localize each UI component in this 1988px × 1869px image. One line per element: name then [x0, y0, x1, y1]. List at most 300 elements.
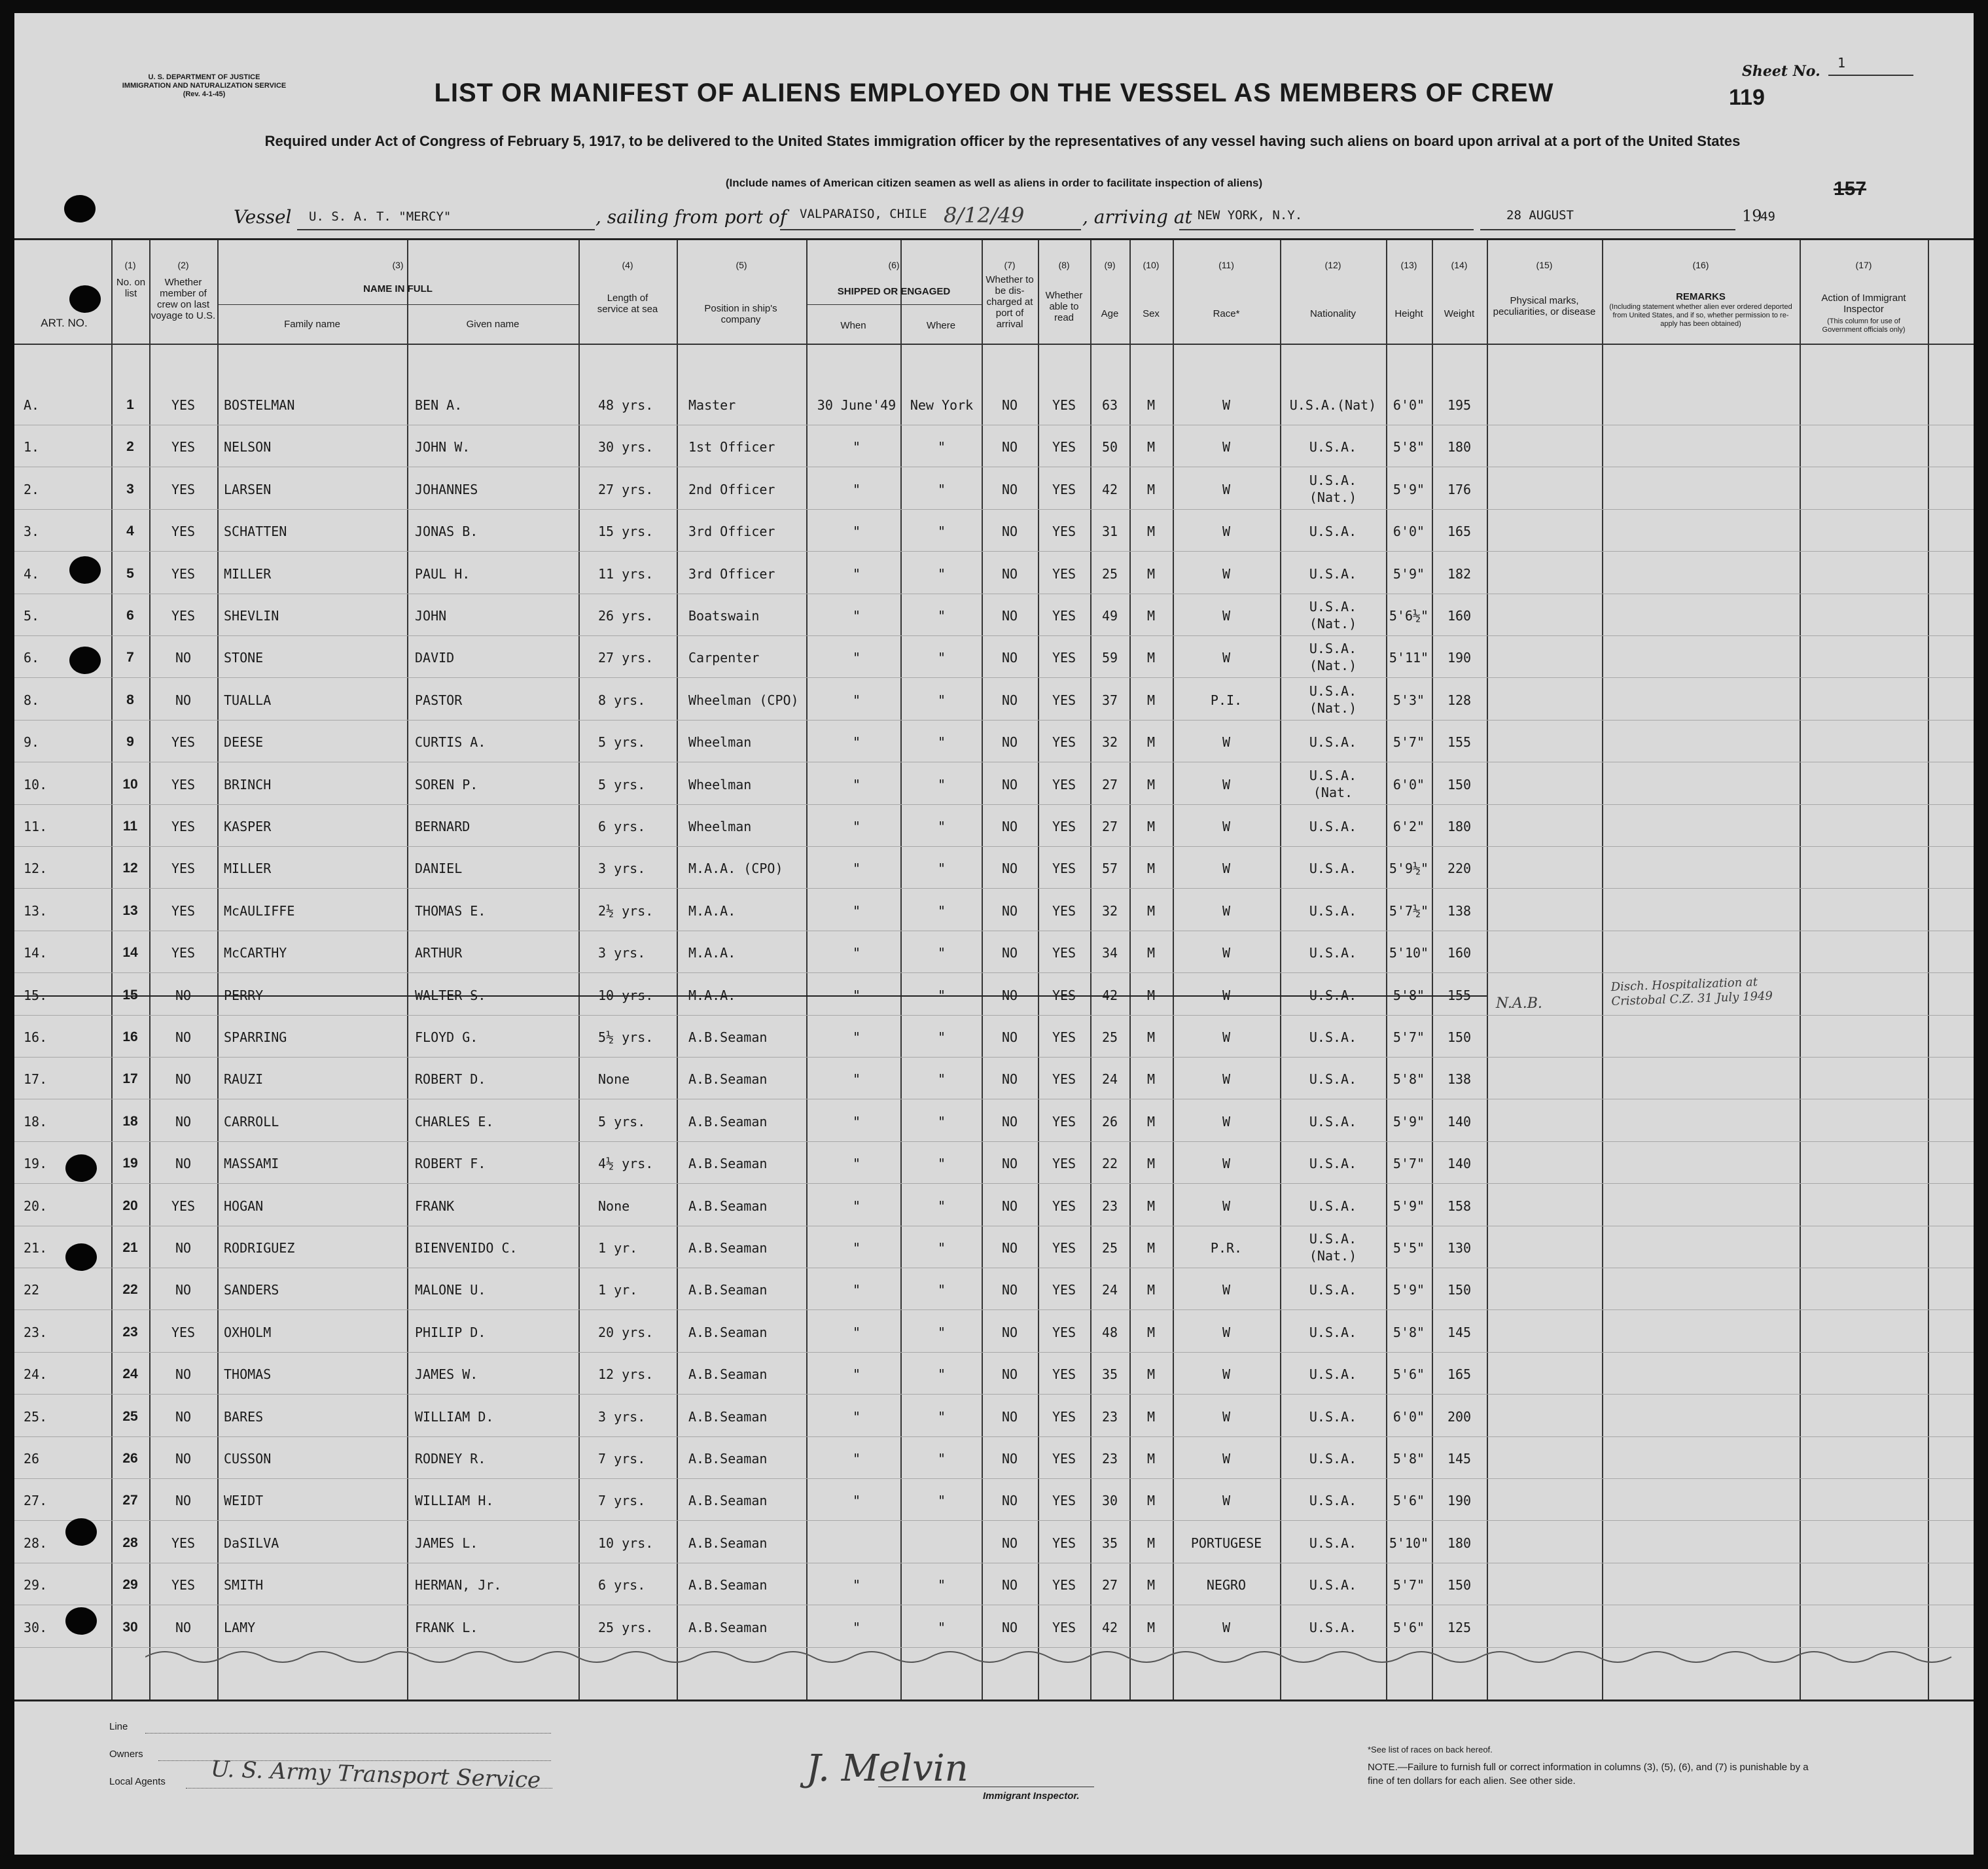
cell-prev: NO	[175, 1113, 192, 1130]
cell-sex: M	[1146, 1071, 1156, 1088]
cell-no: 14	[122, 945, 138, 961]
cell-art: 5.	[24, 608, 40, 624]
cell-discharged: NO	[1001, 987, 1018, 1003]
cell-sex: M	[1146, 439, 1156, 455]
cell-sex: M	[1146, 1156, 1156, 1172]
cell-given: JOHN W.	[415, 439, 470, 455]
cell-age: 42	[1101, 987, 1118, 1003]
cell-art: 10.	[24, 776, 48, 792]
cell-given: JAMES L.	[415, 1535, 478, 1551]
cell-weight: 190	[1447, 650, 1472, 666]
cell-nationality: U.S.A.	[1309, 683, 1357, 699]
cell-where: "	[937, 692, 946, 708]
penalty-note: NOTE.—Failure to furnish full or correct information in columns (3), (5), (6), and (7) is punishable by a fine of ten dollars for each alien. See other side.	[1368, 1762, 1809, 1787]
cell-race: W	[1222, 1366, 1231, 1383]
cell-discharged: NO	[1001, 524, 1018, 540]
cell-read: YES	[1052, 692, 1076, 708]
cell-race: W	[1222, 524, 1231, 540]
cell-when: "	[852, 1071, 861, 1088]
cell-art: 23.	[24, 1324, 48, 1340]
cell-given: MALONE U.	[415, 1282, 486, 1298]
agency-line-2: IMMIGRATION AND NATURALIZATION SERVICE	[122, 82, 287, 90]
sheet-number: 1	[1837, 55, 1846, 71]
cell-nationality: U.S.A.	[1309, 1198, 1357, 1214]
cell-when: "	[852, 1366, 861, 1383]
cell-no: 18	[122, 1113, 138, 1129]
cell-service: 1 yr.	[598, 1240, 638, 1256]
cell-where: "	[937, 1071, 946, 1088]
cell-weight: 190	[1447, 1493, 1472, 1509]
cell-where: "	[937, 1029, 946, 1045]
cell-race: W	[1222, 734, 1231, 751]
cell-age: 49	[1101, 608, 1118, 624]
col-rule	[806, 240, 808, 1700]
cell-family: NELSON	[224, 439, 272, 455]
cell-family: TUALLA	[224, 692, 272, 708]
cell-prev: NO	[175, 1619, 192, 1635]
cell-when: "	[852, 608, 861, 624]
cell-height: 5'9"	[1393, 1113, 1425, 1130]
cell-age: 23	[1101, 1198, 1118, 1214]
cell-weight: 180	[1447, 439, 1472, 455]
cell-race: W	[1222, 439, 1231, 455]
col13-header: Height	[1394, 308, 1423, 319]
sheet-label: Sheet No.	[1742, 63, 1820, 80]
cell-family: HOGAN	[224, 1198, 264, 1214]
cell-read: YES	[1052, 1366, 1076, 1383]
cell-position: 2nd Officer	[688, 481, 775, 497]
cell-nationality: U.S.A.	[1309, 1451, 1357, 1467]
cell-read: YES	[1052, 650, 1076, 666]
cell-art: 9.	[24, 734, 40, 751]
cell-given: THOMAS E.	[415, 902, 486, 919]
cell-prev: NO	[175, 1366, 192, 1383]
col-rule	[1129, 240, 1131, 1700]
cell-discharged: NO	[1001, 1577, 1018, 1593]
col8-header: Whether able to read	[1045, 290, 1083, 323]
cell-where: "	[937, 524, 946, 540]
cell-height: 5'7½"	[1389, 902, 1429, 919]
cell-sex: M	[1146, 819, 1156, 834]
cell-when: "	[852, 1198, 861, 1214]
cell-read: YES	[1052, 1029, 1076, 1045]
cell-age: 35	[1101, 1366, 1118, 1383]
cell-no: 25	[122, 1408, 138, 1424]
cell-family: SANDERS	[224, 1282, 279, 1298]
col5-number: (5)	[736, 260, 747, 270]
cell-discharged: NO	[1001, 1324, 1018, 1340]
punch-hole	[65, 1518, 97, 1546]
cell-service: None	[598, 1071, 630, 1088]
cell-age: 23	[1101, 1451, 1118, 1467]
cell-race: W	[1222, 481, 1231, 497]
cell-discharged: NO	[1001, 902, 1018, 919]
cell-when: "	[852, 1577, 861, 1593]
cell-prev: NO	[175, 1156, 192, 1172]
vessel-label: Vessel	[234, 206, 292, 228]
cell-no: 29	[122, 1577, 138, 1593]
cell-race: W	[1222, 1198, 1231, 1214]
cell-discharged: NO	[1001, 481, 1018, 497]
cell-art: 11.	[24, 819, 48, 834]
cell-nationality: U.S.A.	[1309, 1619, 1357, 1635]
cell-family: PERRY	[224, 987, 264, 1003]
row-rule	[14, 888, 1974, 889]
cell-prev: NO	[175, 987, 192, 1003]
cell-position: A.B.Seaman	[688, 1113, 768, 1130]
cell-weight: 158	[1447, 1198, 1472, 1214]
cell-service: 5½ yrs.	[598, 1029, 654, 1045]
cell-when: "	[852, 692, 861, 708]
cell-given: CURTIS A.	[415, 734, 486, 751]
cell-service: 6 yrs.	[598, 1577, 646, 1593]
cell-height: 5'6"	[1393, 1619, 1425, 1635]
cell-prev: NO	[175, 1029, 192, 1045]
cell-read: YES	[1052, 945, 1076, 961]
cell-where: "	[937, 608, 946, 624]
cell-no: 15	[122, 987, 138, 1003]
cell-sex: M	[1146, 692, 1156, 708]
cell-given: ROBERT D.	[415, 1071, 486, 1088]
cell-discharged: NO	[1001, 1366, 1018, 1383]
cell-weight: 145	[1447, 1324, 1472, 1340]
cell-family: BOSTELMAN	[224, 397, 295, 413]
cell-art: 29.	[24, 1577, 48, 1593]
cell-age: 27	[1101, 776, 1118, 792]
cell-position: 1st Officer	[688, 439, 775, 455]
cell-position: A.B.Seaman	[688, 1324, 768, 1340]
cell-no: 11	[122, 819, 138, 834]
cell-read: YES	[1052, 565, 1076, 582]
cell-height: 5'10"	[1389, 945, 1429, 961]
cell-no: 24	[122, 1366, 138, 1382]
cell-family: OXHOLM	[224, 1324, 272, 1340]
cell-when: "	[852, 1156, 861, 1172]
cell-discharged: NO	[1001, 1451, 1018, 1467]
cell-age: 42	[1101, 481, 1118, 497]
cell-prev: YES	[171, 734, 196, 751]
cell-where: "	[937, 1366, 946, 1383]
struck-number: 157	[1834, 178, 1867, 200]
stamp-number: 119	[1729, 85, 1765, 110]
cell-sex: M	[1146, 1366, 1156, 1383]
cell-sex: M	[1146, 1408, 1156, 1425]
cell-when: "	[852, 439, 861, 455]
cell-art: 3.	[24, 524, 40, 540]
cell-given: JOHANNES	[415, 481, 478, 497]
agents-label: Local Agents	[109, 1776, 166, 1787]
cell-height: 5'6"	[1393, 1493, 1425, 1509]
col10-header: Sex	[1143, 308, 1160, 319]
manifest-page	[14, 13, 1974, 1855]
cell-service: 1 yr.	[598, 1282, 638, 1298]
cell-prev: NO	[175, 1451, 192, 1467]
cell-age: 32	[1101, 902, 1118, 919]
cell-no: 5	[126, 565, 134, 581]
cell-discharged: NO	[1001, 734, 1018, 751]
cell-nationality: U.S.A.	[1309, 1535, 1357, 1551]
cell-family: SCHATTEN	[224, 524, 287, 540]
cell-prev: YES	[171, 481, 196, 497]
cell-race: W	[1222, 1113, 1231, 1130]
cell-discharged: NO	[1001, 1493, 1018, 1509]
cell-service: 2½ yrs.	[598, 902, 654, 919]
cell-height: 5'7"	[1393, 734, 1425, 751]
cell-discharged: NO	[1001, 1408, 1018, 1425]
cell-position: A.B.Seaman	[688, 1535, 768, 1551]
cell-sex: M	[1146, 1324, 1156, 1340]
cell-service: 10 yrs.	[598, 1535, 654, 1551]
cell-weight: 140	[1447, 1113, 1472, 1130]
cell-service: 5 yrs.	[598, 1113, 646, 1130]
cell-family: BRINCH	[224, 776, 272, 792]
cell-service: 25 yrs.	[598, 1619, 654, 1635]
cell-given: RODNEY R.	[415, 1451, 486, 1467]
cell-given: ARTHUR	[415, 945, 463, 961]
cell-nationality: U.S.A.	[1309, 1493, 1357, 1509]
cell-weight: 150	[1447, 1577, 1472, 1593]
row-rule	[14, 1478, 1974, 1479]
page-subnote: (Include names of American citizen seamen as well as aliens in order to facilitate inspection of aliens)	[725, 177, 1263, 189]
cell-race: P.R.	[1210, 1240, 1243, 1256]
col-rule	[217, 240, 219, 1700]
cell-race: W	[1222, 1408, 1231, 1425]
cell-given: BEN A.	[415, 397, 463, 413]
sheet-underline	[1828, 75, 1913, 76]
cell-where: "	[937, 1324, 946, 1340]
cell-height: 6'2"	[1393, 819, 1425, 834]
cell-height: 5'9"	[1393, 565, 1425, 582]
cell-where: "	[937, 1408, 946, 1425]
cell-sex: M	[1146, 902, 1156, 919]
cell-discharged: NO	[1001, 439, 1018, 455]
cell-weight: 160	[1447, 945, 1472, 961]
cell-no: 17	[122, 1071, 138, 1087]
row-rule	[14, 1309, 1974, 1310]
cell-age: 37	[1101, 692, 1118, 708]
cell-art: 20.	[24, 1198, 48, 1214]
col-rule	[1602, 240, 1603, 1700]
cell-discharged: NO	[1001, 650, 1018, 666]
cell-nationality: U.S.A.	[1309, 734, 1357, 751]
cell-read: YES	[1052, 1619, 1076, 1635]
row15-remark: Disch. Hospitalization at Cristobal C.Z. 31 July 1949	[1610, 975, 1773, 1009]
arriving-label: , arriving at	[1082, 206, 1192, 228]
cell-service: 5 yrs.	[598, 776, 646, 792]
cell-sex: M	[1146, 481, 1156, 497]
cell-family: LARSEN	[224, 481, 272, 497]
cell-family: BARES	[224, 1408, 264, 1425]
cell-weight: 160	[1447, 608, 1472, 624]
col-rule	[1280, 240, 1281, 1700]
cell-nationality: U.S.A.	[1309, 1113, 1357, 1130]
cell-given: PHILIP D.	[415, 1324, 486, 1340]
punch-hole	[69, 556, 101, 584]
cell-race: W	[1222, 1451, 1231, 1467]
col8-number: (8)	[1058, 260, 1070, 270]
col-rule	[1090, 240, 1092, 1700]
cell-age: 42	[1101, 1619, 1118, 1635]
cell-read: YES	[1052, 608, 1076, 624]
cell-discharged: NO	[1001, 1282, 1018, 1298]
punch-hole	[69, 647, 101, 674]
row-rule	[14, 804, 1974, 805]
cell-prev: NO	[175, 1240, 192, 1256]
cell-age: 57	[1101, 861, 1118, 877]
cell-sex: M	[1146, 524, 1156, 540]
inspector-signature: J. Melvin	[806, 1747, 968, 1790]
cell-age: 25	[1101, 1240, 1118, 1256]
cell-no: 12	[122, 861, 138, 876]
cell-height: 6'0"	[1393, 397, 1425, 413]
cell-art: 18.	[24, 1113, 48, 1130]
cell-nationality: U.S.A.	[1309, 565, 1357, 582]
cell-weight: 150	[1447, 776, 1472, 792]
cell-family: CARROLL	[224, 1113, 279, 1130]
cell-art: 24.	[24, 1366, 48, 1383]
cell-weight: 155	[1447, 987, 1472, 1003]
cell-when: "	[852, 650, 861, 666]
cell-no: 10	[122, 776, 138, 792]
row-rule	[14, 1015, 1974, 1016]
cell-weight: 176	[1447, 481, 1472, 497]
cell-prev: NO	[175, 1071, 192, 1088]
cell-art: 14.	[24, 945, 48, 961]
cell-no: 19	[122, 1156, 138, 1171]
cell-given: BIENVENIDO C.	[415, 1240, 518, 1256]
cell-read: YES	[1052, 1493, 1076, 1509]
cell-discharged: NO	[1001, 819, 1018, 834]
cell-height: 5'7"	[1393, 1156, 1425, 1172]
cell-no: 8	[126, 692, 134, 707]
cell-height: 5'9"	[1393, 1282, 1425, 1298]
cell-where: New York	[910, 397, 974, 413]
cell-sex: M	[1146, 608, 1156, 624]
cell-nationality-note: (Nat.)	[1309, 1248, 1357, 1264]
col17-header: Action of Immigrant Inspector	[1821, 293, 1906, 315]
arriving-underline	[1179, 229, 1474, 230]
cell-weight: 182	[1447, 565, 1472, 582]
sailing-underline	[780, 229, 1081, 230]
cell-given: DAVID	[415, 650, 455, 666]
inspector-label: Immigrant Inspector.	[983, 1790, 1080, 1802]
cell-where: "	[937, 1577, 946, 1593]
col16-header: REMARKS	[1676, 291, 1726, 302]
row-rule	[14, 509, 1974, 510]
cell-art: 26	[24, 1451, 40, 1467]
where-header: Where	[926, 320, 956, 331]
cell-read: YES	[1052, 1198, 1076, 1214]
cell-position: A.B.Seaman	[688, 1029, 768, 1045]
cell-given: DANIEL	[415, 861, 463, 877]
cell-height: 5'6½"	[1389, 608, 1429, 624]
row-rule	[14, 1183, 1974, 1184]
cell-prev: NO	[175, 1408, 192, 1425]
cell-service: 30 yrs.	[598, 439, 654, 455]
col-rule	[1038, 240, 1039, 1700]
cell-nationality: U.S.A.	[1309, 439, 1357, 455]
cell-family: McAULIFFE	[224, 902, 295, 919]
cell-family: RAUZI	[224, 1071, 264, 1088]
page-title: LIST OR MANIFEST OF ALIENS EMPLOYED ON THE VESSEL AS MEMBERS OF CREW	[434, 79, 1554, 107]
cell-race: W	[1222, 902, 1231, 919]
cell-position: A.B.Seaman	[688, 1282, 768, 1298]
punch-hole	[69, 285, 101, 313]
cell-given: WILLIAM H.	[415, 1493, 494, 1509]
row-rule	[14, 846, 1974, 847]
cell-when: "	[852, 481, 861, 497]
cell-nationality: U.S.A.	[1309, 1029, 1357, 1045]
cell-read: YES	[1052, 776, 1076, 792]
row-rule	[14, 1141, 1974, 1142]
cell-race: W	[1222, 1071, 1231, 1088]
cell-position: A.B.Seaman	[688, 1408, 768, 1425]
cell-age: 32	[1101, 734, 1118, 751]
date-underline	[1480, 229, 1735, 230]
sailing-port: VALPARAISO, CHILE	[800, 207, 927, 221]
cell-nationality: U.S.A.(Nat)	[1289, 397, 1377, 413]
cell-race: W	[1222, 1156, 1231, 1172]
cell-when: "	[852, 1493, 861, 1509]
cell-sex: M	[1146, 1198, 1156, 1214]
cell-given: JONAS B.	[415, 524, 478, 540]
cell-sex: M	[1146, 1619, 1156, 1635]
cell-weight: 125	[1447, 1619, 1472, 1635]
cell-read: YES	[1052, 734, 1076, 751]
cell-given: BERNARD	[415, 819, 470, 834]
col4-header: Length of service at sea	[597, 293, 658, 315]
cell-age: 24	[1101, 1282, 1118, 1298]
cell-position: A.B.Seaman	[688, 1071, 768, 1088]
cell-position: A.B.Seaman	[688, 1240, 768, 1256]
cell-given: WILLIAM D.	[415, 1408, 494, 1425]
col-rule	[149, 240, 151, 1700]
cell-given: FLOYD G.	[415, 1029, 478, 1045]
col13-number: (13)	[1400, 260, 1417, 270]
cell-weight: 128	[1447, 692, 1472, 708]
arrival-date: 28 AUGUST	[1506, 208, 1574, 222]
cell-where: "	[937, 650, 946, 666]
cell-sex: M	[1146, 1451, 1156, 1467]
cell-age: 27	[1101, 1577, 1118, 1593]
cell-family: SPARRING	[224, 1029, 287, 1045]
cell-sex: M	[1146, 861, 1156, 877]
cell-no: 7	[126, 650, 134, 666]
cell-discharged: NO	[1001, 1535, 1018, 1551]
cell-service: 6 yrs.	[598, 819, 646, 834]
cell-nationality: U.S.A.	[1309, 599, 1357, 614]
agency-line-3: (Rev. 4-1-45)	[183, 90, 226, 98]
row-rule	[14, 1352, 1974, 1353]
row-rule	[14, 677, 1974, 678]
cell-height: 5'8"	[1393, 1451, 1425, 1467]
shipped-sub-rule	[806, 304, 982, 305]
cell-race: W	[1222, 397, 1231, 413]
cell-read: YES	[1052, 902, 1076, 919]
cell-when: "	[852, 776, 861, 792]
cell-age: 25	[1101, 1029, 1118, 1045]
cell-given: JAMES W.	[415, 1366, 478, 1383]
cell-read: YES	[1052, 1071, 1076, 1088]
row-rule	[14, 1520, 1974, 1521]
cell-race: NEGRO	[1206, 1577, 1247, 1593]
cell-weight: 165	[1447, 1366, 1472, 1383]
name-sub-rule	[217, 304, 578, 305]
row-rule	[14, 551, 1974, 552]
cell-art: 1.	[24, 439, 40, 455]
cell-nationality: U.S.A.	[1309, 1577, 1357, 1593]
cell-weight: 130	[1447, 1240, 1472, 1256]
